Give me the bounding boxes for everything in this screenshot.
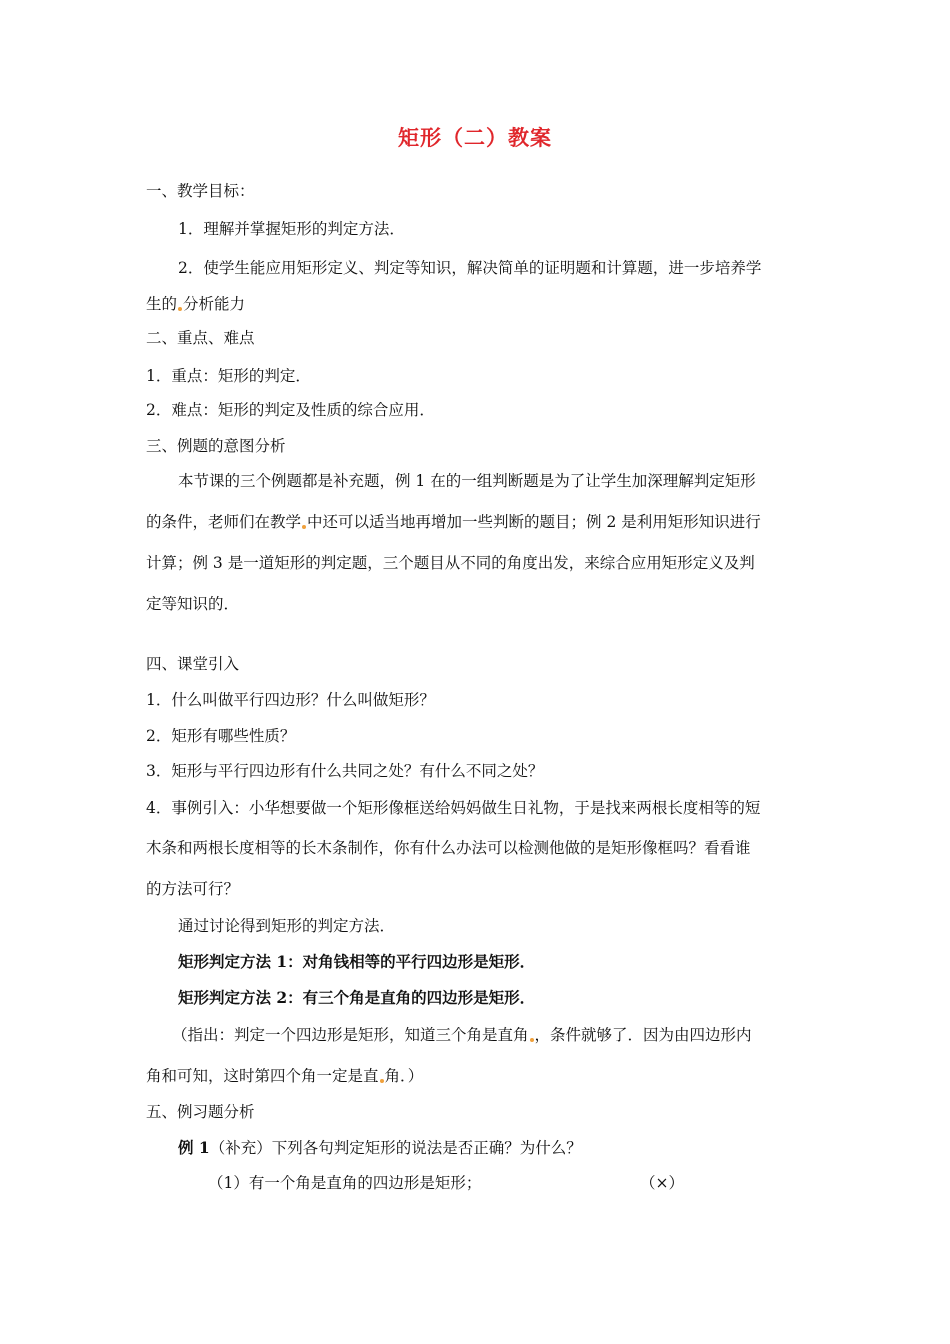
section1-item2-line1: 2．使学生能应用矩形定义、判定等知识，解决简单的证明题和计算题，进一步培养学 (178, 259, 762, 277)
section4-question4-line3: 的方法可行？ (146, 880, 240, 898)
section4-question4-line1: 4．事例引入：小华想要做一个矩形像框送给妈妈做生日礼物，于是找来两根长度相等的短 (146, 799, 761, 817)
section4-question3: 3．矩形与平行四边形有什么共同之处？有什么不同之处？ (146, 762, 544, 780)
section3-heading: 三、例题的意图分析 (146, 437, 286, 455)
section1-item1: 1．理解并掌握矩形的判定方法． (178, 220, 405, 238)
section4-question4-line2: 木条和两根长度相等的长木条制作，你有什么办法可以检测他做的是矩形像框吗？看看谁 (146, 839, 751, 857)
example1-item1: （1）有一个角是直角的四边形是矩形； (208, 1174, 482, 1192)
ink-mark (178, 307, 182, 311)
rectangle-criterion-1: 矩形判定方法 1：对角钱相等的平行四边形是矩形． (178, 952, 536, 971)
section4-note-line2 (146, 1066, 423, 1086)
section4-note-line1 (172, 1025, 752, 1045)
section5-heading: 五、例习题分析 (146, 1103, 255, 1121)
text-fragment: 分析能力 (183, 295, 246, 313)
text-fragment: 角．） (384, 1067, 424, 1085)
example1-text: （补充）下列各句判定矩形的说法是否正确？为什么？ (209, 1139, 582, 1157)
text-fragment: 中还可以适当地再增加一些判断的题目；例 2 是利用矩形知识进行 (307, 513, 761, 531)
text-fragment: ，条件就够了．因为由四边形内 (534, 1026, 752, 1044)
example1-label: 例 1 (178, 1138, 210, 1157)
section3-paragraph-line4: 定等知识的． (146, 595, 240, 613)
text-fragment: 的条件，老师们在教学 (146, 513, 302, 531)
section4-heading: 四、课堂引入 (146, 655, 240, 673)
section4-discussion: 通过讨论得到矩形的判定方法． (178, 917, 396, 935)
section3-paragraph-line1: 本节课的三个例题都是补充题，例 1 在的一组判断题是为了让学生加深理解判定矩形 (178, 472, 756, 490)
section2-item2: 2．难点：矩形的判定及性质的综合应用． (146, 401, 435, 419)
example1-prompt (178, 1138, 582, 1158)
text-fragment: 角和可知，这时第四个角一定是直 (146, 1067, 379, 1085)
ink-mark (530, 1038, 534, 1042)
section3-paragraph-line2 (146, 512, 761, 532)
ink-mark (380, 1079, 384, 1083)
section1-heading: 一、教学目标： (146, 182, 255, 200)
document-title: 矩形（二）教案 (398, 125, 552, 150)
section1-item2-line2 (146, 294, 245, 314)
example1-item1-answer: （×） (640, 1174, 684, 1192)
text-fragment: （指出：判定一个四边形是矩形，知道三个角是直角 (172, 1026, 529, 1044)
section3-paragraph-line3: 计算；例 3 是一道矩形的判定题，三个题目从不同的角度出发，来综合应用矩形定义及判 (146, 554, 755, 572)
section4-question1: 1．什么叫做平行四边形？什么叫做矩形？ (146, 691, 435, 709)
text-fragment: 生的 (146, 295, 178, 313)
section4-question2: 2．矩形有哪些性质？ (146, 727, 296, 745)
ink-mark (302, 525, 306, 529)
section2-item1: 1．重点：矩形的判定． (146, 367, 311, 385)
rectangle-criterion-2: 矩形判定方法 2：有三个角是直角的四边形是矩形． (178, 988, 536, 1007)
section2-heading: 二、重点、难点 (146, 329, 255, 347)
